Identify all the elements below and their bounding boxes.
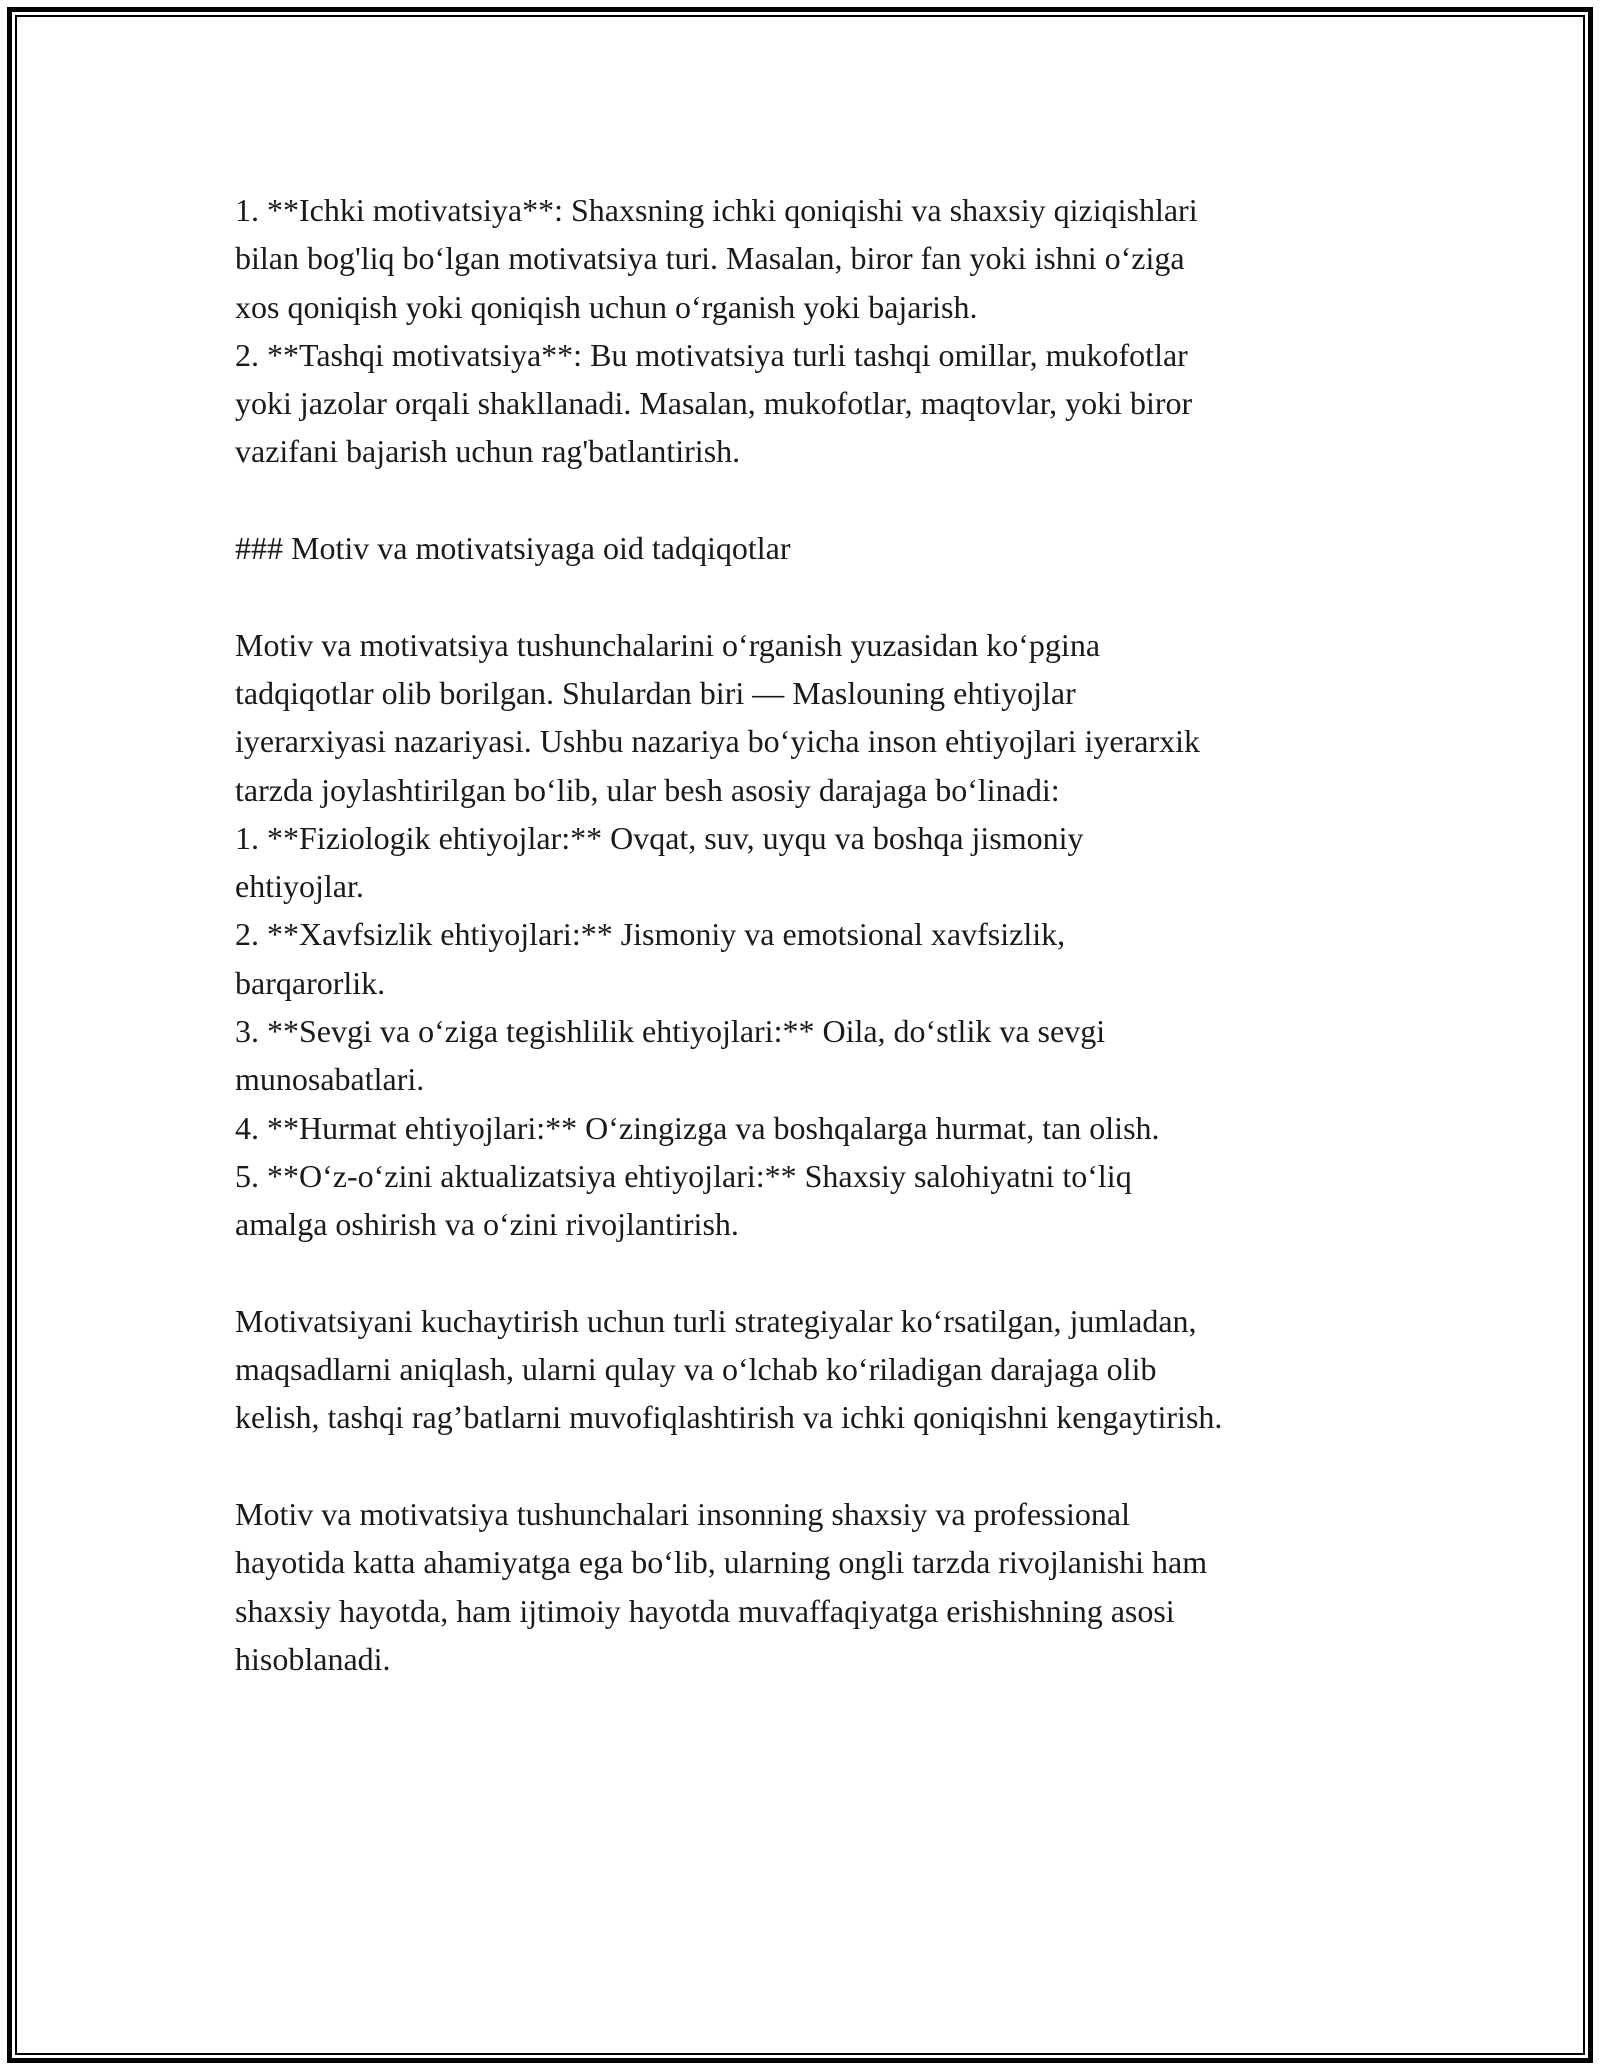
heading-line: ### Motiv va motivatsiyaga oid tadqiqotlar: [235, 530, 791, 567]
text-line: maqsadlarni aniqlash, ularni qulay va o‘lchab ko‘riladigan darajaga olib: [235, 1351, 1157, 1388]
blank-line: [235, 572, 1385, 620]
blank-line: [235, 1442, 1385, 1490]
text-line: hisoblanadi.: [235, 1640, 391, 1677]
text-line: 4. **Hurmat ehtiyojlari:** O‘zingizga va boshqalarga hurmat, tan olish.: [235, 1109, 1160, 1146]
text-line: Motiv va motivatsiya tushunchalari insonning shaxsiy va professional: [235, 1496, 1130, 1533]
text-line: barqarorlik.: [235, 964, 386, 1001]
text-line: xos qoniqish yoki qoniqish uchun o‘rganish yoki bajarish.: [235, 288, 978, 325]
text-line: bilan bog'liq bo‘lgan motivatsiya turi. Masalan, biror fan yoki ishni o‘ziga: [235, 240, 1185, 277]
text-line: 5. **O‘z-o‘zini aktualizatsiya ehtiyojlari:** Shaxsiy salohiyatni to‘liq: [235, 1157, 1132, 1194]
text-line: Motiv va motivatsiya tushunchalarini o‘rganish yuzasidan ko‘pgina: [235, 626, 1101, 663]
text-line: kelish, tashqi rag’batlarni muvofiqlashtirish va ichki qoniqishni kengaytirish.: [235, 1399, 1223, 1436]
document-body: [235, 186, 1385, 1683]
text-line: hayotida katta ahamiyatga ega bo‘lib, ularning ongli tarzda rivojlanishi ham: [235, 1544, 1208, 1581]
text-line: iyerarxiyasi nazariyasi. Ushbu nazariya bo‘yicha inson ehtiyojlari iyerarxik: [235, 723, 1200, 760]
text-line: shaxsiy hayotda, ham ijtimoiy hayotda muvaffaqiyatga erishishning asosi: [235, 1592, 1175, 1629]
blank-line: [235, 476, 1385, 524]
paragraph-maslow-hierarchy: [235, 621, 1385, 1249]
text-line: 1. **Fiziologik ehtiyojlar:** Ovqat, suv, uyqu va boshqa jismoniy: [235, 819, 1084, 856]
text-line: munosabatlari.: [235, 1061, 425, 1098]
text-line: 2. **Xavfsizlik ehtiyojlari:** Jismoniy va emotsional xavfsizlik,: [235, 916, 1066, 953]
text-line: vazifani bajarish uchun rag'batlantirish.: [235, 433, 741, 470]
paragraph-motivation-types: [235, 186, 1385, 476]
text-line: 2. **Tashqi motivatsiya**: Bu motivatsiya turli tashqi omillar, mukofotlar: [235, 336, 1188, 373]
text-line: tadqiqotlar olib borilgan. Shulardan biri — Maslouning ehtiyojlar: [235, 674, 1076, 711]
text-line: yoki jazolar orqali shakllanadi. Masalan, mukofotlar, maqtovlar, yoki biror: [235, 385, 1193, 422]
text-line: amalga oshirish va o‘zini rivojlantirish.: [235, 1206, 739, 1243]
paragraph-strategies: [235, 1297, 1385, 1442]
paragraph-conclusion: [235, 1490, 1385, 1683]
text-line: ehtiyojlar.: [235, 868, 364, 905]
section-heading: [235, 524, 1385, 572]
text-line: tarzda joylashtirilgan bo‘lib, ular besh asosiy darajaga bo‘linadi:: [235, 771, 1060, 808]
text-line: 3. **Sevgi va o‘ziga tegishlilik ehtiyojlari:** Oila, do‘stlik va sevgi: [235, 1013, 1106, 1050]
blank-line: [235, 1249, 1385, 1297]
text-line: Motivatsiyani kuchaytirish uchun turli strategiyalar ko‘rsatilgan, jumladan,: [235, 1302, 1197, 1339]
text-line: 1. **Ichki motivatsiya**: Shaxsning ichki qoniqishi va shaxsiy qiziqishlari: [235, 192, 1198, 228]
